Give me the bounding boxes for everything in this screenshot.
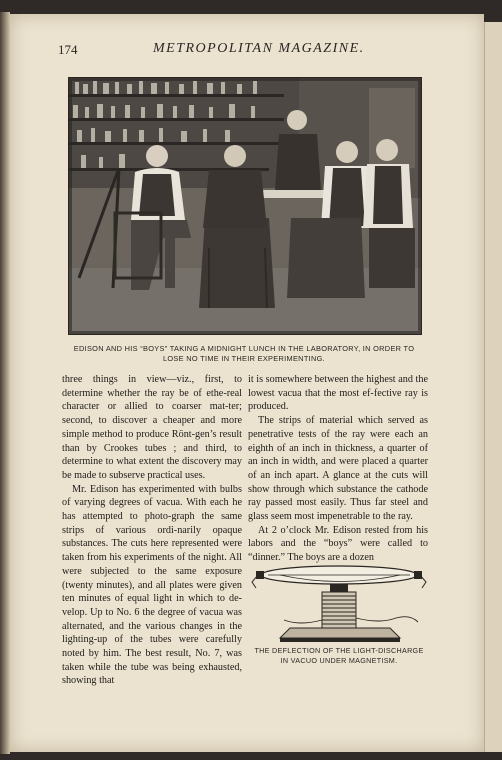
photo-caption-line-1: EDISON AND HIS “BOYS” TAKING A MIDNIGHT LUNCH IN THE LABORATORY, IN ORDER TO: [73, 344, 415, 353]
right-paragraph-1: it is somewhere between the highest and the lowest vacua that the most ef-fective ray is produced.: [248, 374, 428, 413]
deflection-illustration: [250, 558, 428, 648]
left-paragraph-2: Mr. Edison has experimented with bulbs of varying degrees of vacua. With each he has attempted to photo-graph the same strips of various ordi-narily opaque substances. The cuts here represented were taken from his experiments of the night. All were subjected to the same exposure (twenty minutes), and all plates were given ten minutes of equal light in which to de-velop. Up to No. 6 the degree of vacua was alternated, and the various changes in the lighting-up of the tubes were carefully noted by him. The best result, No. 7, was taken while the tube was being exhausted, showing that: [62, 483, 242, 687]
next-page-edge: [484, 22, 502, 752]
right-column: [248, 373, 428, 565]
figure-caption: [250, 646, 428, 666]
right-paragraph-2: The strips of material which served as penetrative tests of the ray were each an eighth of an inch in thickness, a quarter of an inch in width, and were placed a quarter of an inch apart. A glance at the cuts will show through which substance the cathode ray passed most easily. Thus far steel and glass seem most impenetrable to the ray.: [248, 415, 428, 523]
page-header: [58, 42, 468, 62]
binding-edge: [0, 12, 10, 754]
photo-caption-line-2: LOSE NO TIME IN THEIR EXPERIMENTING.: [162, 354, 326, 363]
running-head: METROPOLITAN MAGAZINE.: [153, 41, 365, 56]
left-column: [62, 373, 242, 688]
left-paragraph-1: three things in view—viz., first, to determine whether the ray be of ethe-real character or allied to coarser mat-ter; second, to discover a cheaper and more simple method to produce Rönt-gen’s result than by Crookes tubes ; and third, to determine to what extent the discovery may be made to subserve practical uses.: [62, 374, 242, 481]
figure-caption-line-1: THE DEFLECTION OF THE LIGHT-DISCHARGE: [254, 646, 424, 655]
vacuum-tube-magnet-icon: [250, 558, 428, 648]
laboratory-photograph: [68, 77, 422, 335]
right-paragraph-3: At 2 o’clock Mr. Edison rested from his labors and the “boys” were called to “dinner.” The boys are a dozen: [248, 524, 428, 564]
laboratory-scene-image: [69, 78, 421, 334]
photo-caption: [70, 344, 418, 364]
figure-caption-line-2: IN VACUO UNDER MAGNETISM.: [280, 656, 398, 665]
page-number: 174: [58, 42, 78, 57]
